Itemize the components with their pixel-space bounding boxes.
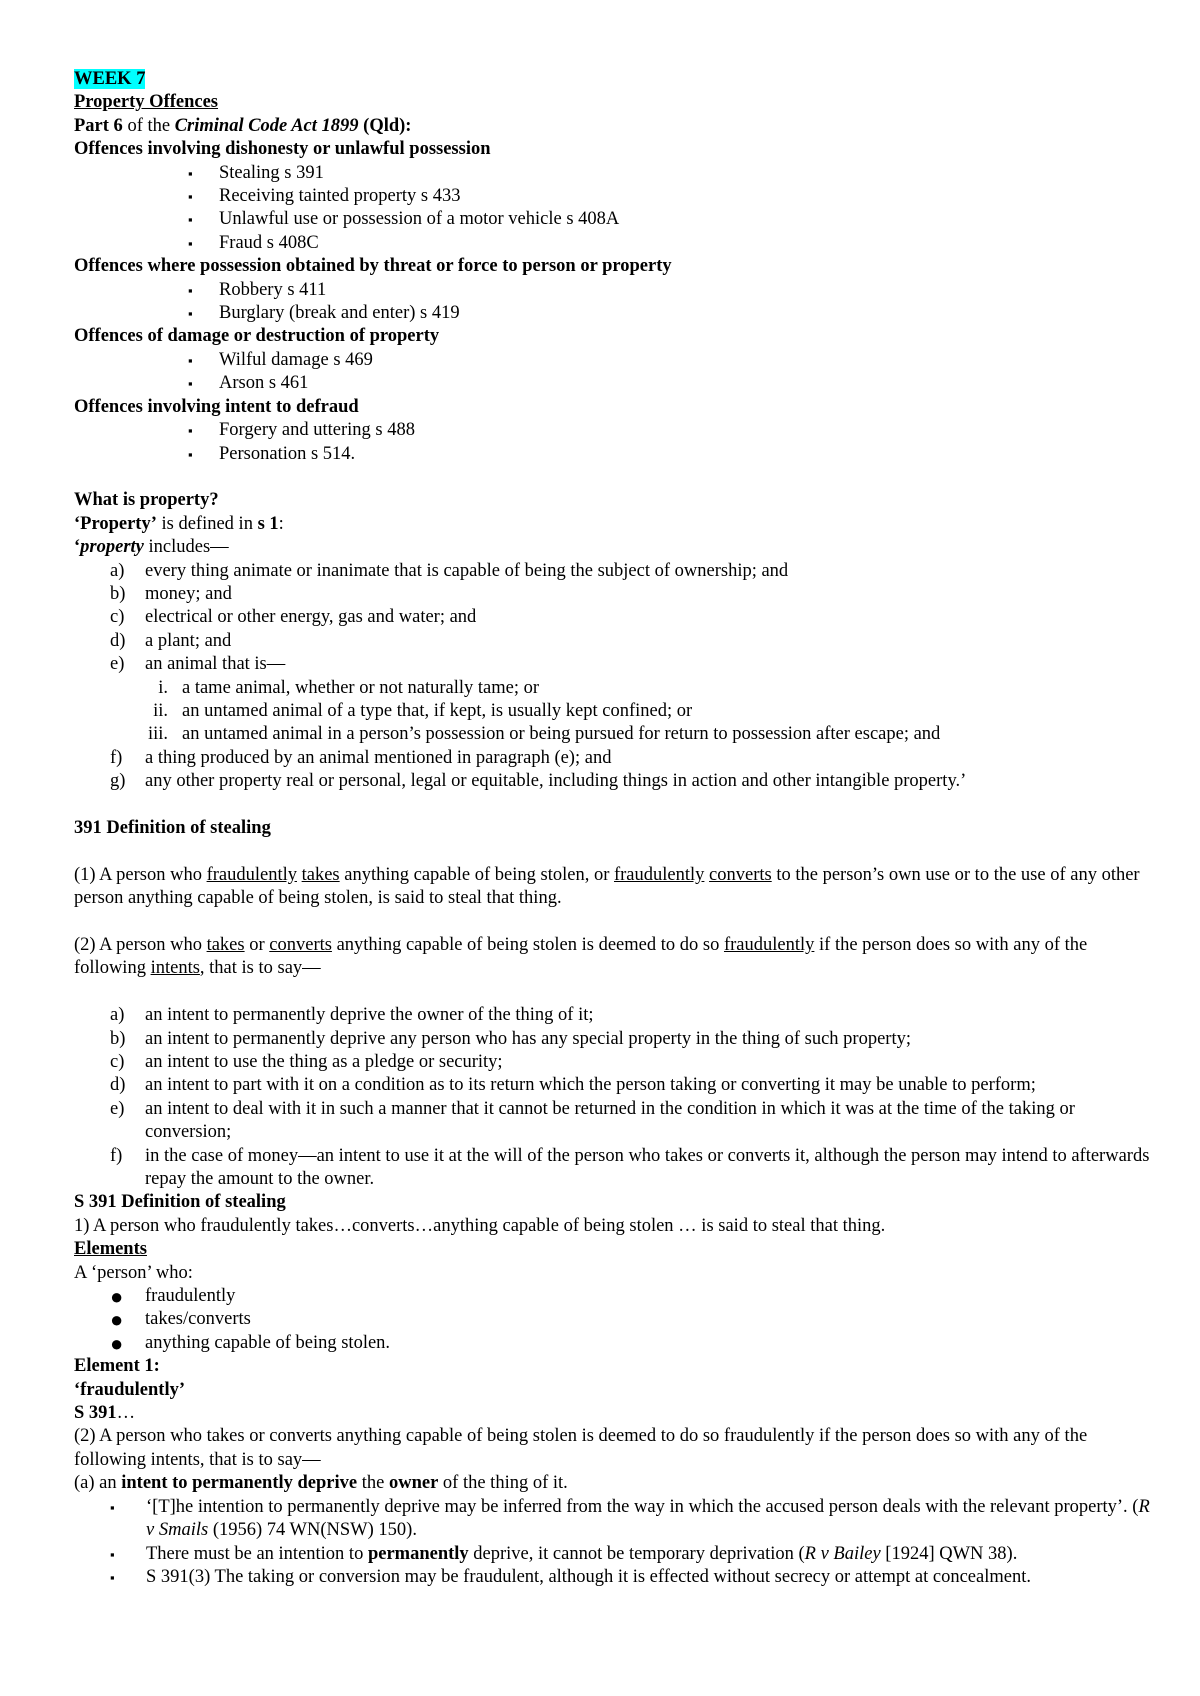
group-heading: Offences involving intent to defraud bbox=[74, 396, 359, 417]
list-item: ▪ Stealing s 391 bbox=[188, 162, 324, 183]
s391-summary: 1) A person who fraudulently takes…converts…anything capable of being stolen … is said to steal that thing. bbox=[74, 1215, 886, 1236]
list-item: b) money; and bbox=[110, 583, 232, 604]
list-item: b) an intent to permanently deprive any person who has any special property in the thing of such property; bbox=[110, 1028, 911, 1049]
part-reference: Part 6 of the Criminal Code Act 1899 (Qld): bbox=[74, 115, 412, 136]
group-heading: Offences where possession obtained by threat or force to person or property bbox=[74, 256, 672, 277]
list-item: ● takes/converts bbox=[110, 1307, 251, 1333]
element-1-title: ‘fraudulently’ bbox=[74, 1379, 185, 1400]
note-item: ▪ S 391(3) The taking or conversion may be fraudulent, although it is effected without secrecy or attempt at concealment. bbox=[110, 1566, 1031, 1587]
list-item: ▪ Arson s 461 bbox=[188, 373, 309, 394]
element-1-heading: Element 1: bbox=[74, 1356, 160, 1377]
intent-a-line: (a) an intent to permanently deprive the owner of the thing of it. bbox=[74, 1473, 568, 1494]
document-page bbox=[74, 68, 1154, 1589]
list-item: ▪ Fraud s 408C bbox=[188, 232, 319, 253]
section-heading: What is property? bbox=[74, 490, 219, 511]
elements-heading: Elements bbox=[74, 1239, 147, 1260]
elements-intro: A ‘person’ who: bbox=[74, 1262, 193, 1283]
list-item: ▪ Burglary (break and enter) s 419 bbox=[188, 303, 460, 324]
note-item: ▪ There must be an intention to permanently deprive, it cannot be temporary deprivation (R v Bailey [1924] QWN 38). bbox=[110, 1543, 1018, 1564]
list-item: ▪ Receiving tainted property s 433 bbox=[188, 186, 461, 207]
s391-reference: S 391… bbox=[74, 1403, 136, 1424]
list-item: d) a plant; and bbox=[110, 630, 232, 651]
s391-2-paragraph: (2) A person who takes or converts anything capable of being stolen is deemed to do so fraudulently if the person does so with any of the following intents, that is to say— bbox=[74, 1426, 1088, 1470]
list-item: ▪ Personation s 514. bbox=[188, 443, 356, 464]
list-item: ● anything capable of being stolen. bbox=[110, 1330, 391, 1356]
list-item: i. a tame animal, whether or not naturally tame; or bbox=[158, 677, 540, 698]
list-item: ▪ Forgery and uttering s 488 bbox=[188, 420, 415, 441]
list-item: e) an animal that is— bbox=[110, 654, 286, 675]
list-item: f) a thing produced by an animal mentioned in paragraph (e); and bbox=[110, 747, 612, 768]
list-item: d) an intent to part with it on a condition as to its return which the person taking or converting it may be unable to perform; bbox=[110, 1075, 1036, 1096]
group-heading: Offences involving dishonesty or unlawful possession bbox=[74, 139, 491, 160]
list-item: ▪ Wilful damage s 469 bbox=[188, 349, 373, 370]
list-item: ii. an untamed animal of a type that, if kept, is usually kept confined; or bbox=[153, 700, 693, 721]
section-heading: S 391 Definition of stealing bbox=[74, 1192, 286, 1213]
group-heading: Offences of damage or destruction of property bbox=[74, 326, 440, 347]
page-title: Property Offences bbox=[74, 92, 219, 113]
property-includes: ‘property includes— bbox=[74, 537, 229, 558]
list-item: e) an intent to deal with it in such a manner that it cannot be returned in the condition in which it was at the time of the taking or conversion; bbox=[110, 1098, 1075, 1143]
list-item: c) an intent to use the thing as a pledge or security; bbox=[110, 1051, 503, 1072]
list-item: a) every thing animate or inanimate that is capable of being the subject of ownership; and bbox=[110, 560, 789, 581]
section-heading: 391 Definition of stealing bbox=[74, 817, 271, 838]
list-item: g) any other property real or personal, legal or equitable, including things in action and other intangible property.’ bbox=[110, 771, 967, 792]
list-item: c) electrical or other energy, gas and water; and bbox=[110, 607, 477, 628]
note-item: ▪ ‘[T]he intention to permanently deprive may be inferred from the way in which the accused person deals with the relevant property’. (R v Smails (1956) 74 WN(NSW) 150). bbox=[110, 1496, 1150, 1541]
s391-paragraph-2: (2) A person who takes or converts anything capable of being stolen is deemed to do so fraudulently if the person does so with any of the following intents, that is to say— bbox=[74, 934, 1088, 979]
list-item: ▪ Unlawful use or possession of a motor vehicle s 408A bbox=[188, 209, 620, 230]
list-item: ▪ Robbery s 411 bbox=[188, 279, 327, 300]
list-item: ● fraudulently bbox=[110, 1284, 236, 1310]
week-heading: WEEK 7 bbox=[74, 69, 146, 89]
list-item: f) in the case of money—an intent to use it at the will of the person who takes or converts it, although the person may intend to afterwards repay the amount to the owner. bbox=[110, 1145, 1150, 1190]
list-item: iii. an untamed animal in a person’s possession or being pursued for return to possession after escape; and bbox=[147, 724, 941, 745]
property-definition: ‘Property’ is defined in s 1: bbox=[74, 513, 284, 534]
s391-paragraph-1: (1) A person who fraudulently takes anything capable of being stolen, or fraudulently converts to the person’s own use or to the use of any other person anything capable of being stolen, is said to steal that thing. bbox=[74, 864, 1140, 909]
list-item: a) an intent to permanently deprive the owner of the thing of it; bbox=[110, 1005, 594, 1026]
